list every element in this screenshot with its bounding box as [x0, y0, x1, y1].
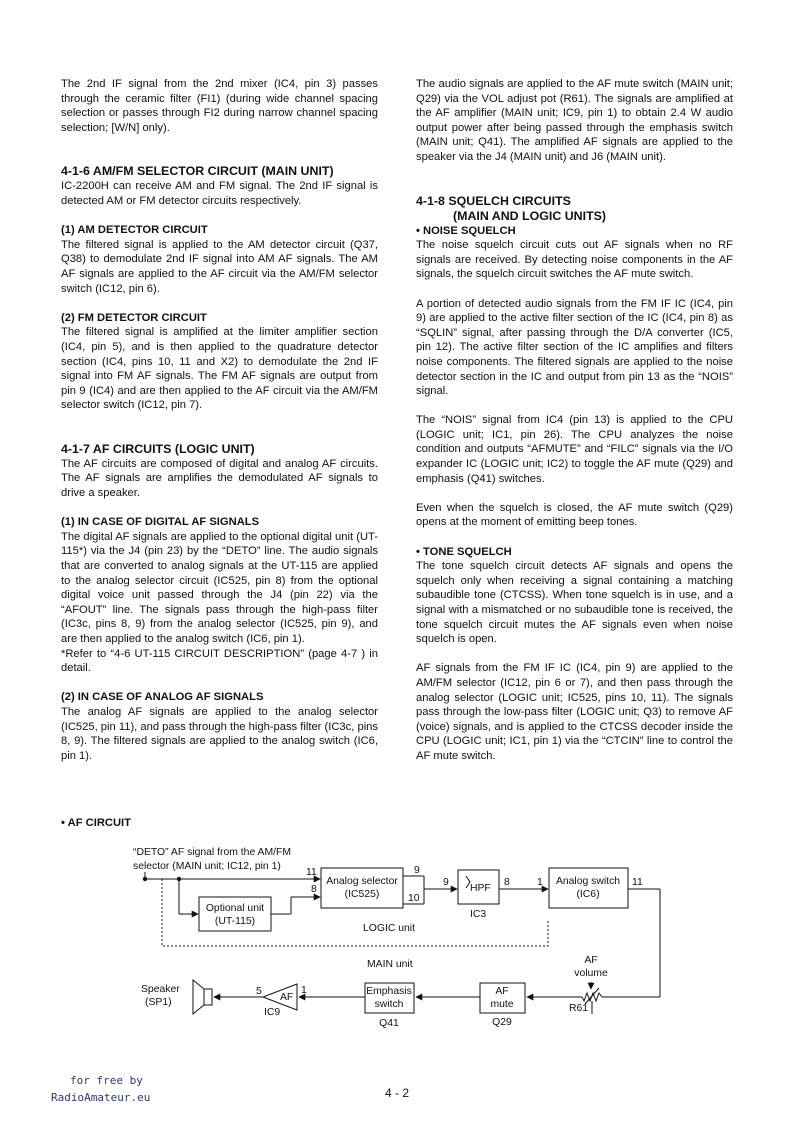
- emphasis-switch-label: switch: [374, 999, 404, 1010]
- af-mute-label: mute: [490, 999, 514, 1010]
- input-label-line1: “DETO” AF signal from the AM/FM: [133, 847, 292, 858]
- speaker-icon: [204, 989, 212, 1005]
- junction-dot: [143, 877, 147, 881]
- analog-selector-label: (IC525): [344, 889, 380, 900]
- speaker-cone-icon: [193, 980, 204, 1014]
- pin-label: 1: [301, 985, 307, 996]
- logic-unit-label: LOGIC unit: [363, 923, 415, 934]
- analog-switch-label: (IC6): [576, 889, 600, 900]
- analog-switch-block: [549, 868, 628, 908]
- pin-label: 11: [306, 867, 317, 878]
- pin-label: 10: [408, 893, 420, 904]
- pin-label: 5: [256, 986, 262, 997]
- hpf-label: HPF: [470, 883, 491, 894]
- pin-label: 8: [311, 884, 317, 895]
- af-volume-label: AF: [584, 955, 598, 966]
- subsection-heading: (1) IN CASE OF DIGITAL AF SIGNALS: [61, 516, 260, 529]
- pin-label: 8: [504, 877, 510, 888]
- paragraph: The digital AF signals are applied to the optional digital unit (UT-115*) via the J4 (pin 23) by the “DETO” line. The audio signals that are converted to analog signals at the UT-115 are applied to the analog selector circuit (IC525, pin 8) from the optional digital voice unit passed through the J4 (pin 22) via the “AFOUT” line. The signals pass through the high-pass filter (IC3c, pins 8, 9) from the analog selector (IC525, pin 9), and are then applied to the analog switch (IC6, pin 1).: [61, 530, 378, 645]
- footer-credit: for free by: [70, 1074, 143, 1087]
- paragraph: The filtered signal is applied to the AM detector circuit (Q37, Q38) to demodulate 2nd IF signal into AM AF signals. The AM AF signals are applied to the AF circuit via the AM/FM selector switch (IC12, pin 6).: [61, 238, 378, 295]
- footer-site-link[interactable]: RadioAmateur.eu: [51, 1091, 151, 1104]
- paragraph: The “NOIS” signal from IC4 (pin 13) is applied to the CPU (LOGIC unit; IC1, pin 26). The CPU analyzes the noise condition and outputs “AFMUTE” and “FILC” signals via the I/O expander IC (LOGIC unit; IC2) to toggle the AF mute (Q29) and emphasis (Q41) switches.: [416, 414, 733, 485]
- pin-label: 9: [443, 877, 449, 888]
- subsection-heading: (1) AM DETECTOR CIRCUIT: [61, 224, 208, 237]
- section-heading: 4-1-8 SQUELCH CIRCUITS: [416, 193, 571, 208]
- paragraph: Even when the squelch is closed, the AF mute switch (Q29) opens at the moment of emitting beep tones.: [416, 501, 733, 529]
- r61-resistor: [582, 993, 602, 1001]
- subsection-heading: (2) IN CASE OF ANALOG AF SIGNALS: [61, 691, 264, 704]
- page-number: 4 - 2: [385, 1086, 410, 1100]
- paragraph: The audio signals are applied to the AF mute switch (MAIN unit; Q29) via the VOL adjust pot (R61). The signals are amplified at the AF amplifier (MAIN unit; IC9, pin 1) to obtain 2.4 W audio output power after being passed through the emphasis switch (MAIN unit; Q41). The amplified AF signals are applied to the speaker via the J4 (MAIN unit) and J6 (MAIN unit).: [416, 78, 733, 163]
- optional-unit-label: Optional unit: [205, 903, 265, 914]
- footnote: *Refer to “4-6 UT-115 CIRCUIT DESCRIPTION” (page 4-7 ) in detail.: [61, 647, 378, 675]
- section-heading: 4-1-7 AF CIRCUITS (LOGIC UNIT): [61, 441, 255, 456]
- input-label-line2: selector (MAIN unit; IC12, pin 1): [133, 861, 281, 872]
- af-mute-label: AF: [495, 986, 509, 997]
- paragraph: The AF circuits are composed of digital and analog AF circuits. The AF signals are amplifies the demodulated AF signals to drive a speaker.: [61, 457, 378, 500]
- speaker-label: (SP1): [145, 997, 172, 1008]
- left-column: [61, 77, 378, 763]
- subsection-heading: (2) FM DETECTOR CIRCUIT: [61, 311, 207, 324]
- af-circuit-diagram: [0, 830, 793, 1030]
- main-unit-label: MAIN unit: [367, 959, 413, 970]
- paragraph: A portion of detected audio signals from the FM IF IC (IC4, pin 9) are applied to the active filter section of the IC (IC4, pin 8) as “SQLIN” signal, after passing through the D/A converter (IC5, pin 12). The active filter section of the IC amplifies and filters noise components. The filtered signals are applied to the noise detector section in the IC and output from pin 13 as the “NOIS” signal.: [416, 297, 733, 398]
- analog-selector-block: [321, 868, 403, 908]
- r61-label: R61: [569, 1003, 589, 1014]
- paragraph: AF signals from the FM IF IC (IC4, pin 9) are applied to the AM/FM selector (IC12, pin 6 or 7), and then pass through the analog selector (LOGIC unit; IC525, pins 10, 11). The signals pass through the low-pass filter (LOGIC unit; Q3) to remove AF (voice) signals, and is applied to the CTCSS decoder inside the CPU (LOGIC unit; IC1, pin 1) via the “CTCIN” line to control the AF mute switch.: [416, 662, 733, 762]
- subsection-heading: • NOISE SQUELCH: [416, 224, 516, 237]
- analog-switch-label: Analog switch: [555, 876, 621, 887]
- section-heading-continued: (MAIN AND LOGIC UNITS): [453, 208, 607, 223]
- emphasis-switch-label: Emphasis: [366, 986, 412, 997]
- optional-unit-label: (UT-115): [214, 916, 256, 927]
- diagram-title: • AF CIRCUIT: [61, 817, 131, 829]
- q41-label: Q41: [379, 1018, 399, 1029]
- paragraph: IC-2200H can receive AM and FM signal. The 2nd IF signal is detected AM or FM detector circuits respectively.: [61, 180, 378, 207]
- subsection-heading: • TONE SQUELCH: [416, 545, 512, 558]
- analog-selector-label: Analog selector: [326, 876, 398, 887]
- ic9-label: IC9: [264, 1007, 281, 1018]
- paragraph: The filtered signal is amplified at the limiter amplifier section (IC4, pin 5), and is then applied to the quadrature detector section (IC4, pins 10, 11 and X2) to demodulate the 2nd IF signal into FM AF signals. The FM AF signals are output from pin 9 (IC4) and are then applied to the AF circuit via the AM/FM selector switch (IC12, pin 7).: [61, 326, 378, 412]
- ic3-label: IC3: [470, 909, 487, 920]
- speaker-label: Speaker: [141, 984, 180, 995]
- pin-label: 1: [537, 877, 543, 888]
- paragraph: The 2nd IF signal from the 2nd mixer (IC4, pin 3) passes through the ceramic filter (FI1) (during wide channel spacing selection or passes through FI2 during narrow channel spacing selection; [W/N] only).: [61, 78, 378, 134]
- paragraph: The tone squelch circuit detects AF signals and opens the squelch only when receiving a signal containing a matching subaudible tone (CTCSS). When tone squelch is in use, and a signal with a mismatched or no subaudible tone is received, the tone squelch circuit mutes the AF signals even when noise squelch is open.: [416, 560, 733, 646]
- pin-label: 11: [632, 877, 643, 888]
- q29-label: Q29: [492, 1017, 512, 1028]
- section-heading: 4-1-6 AM/FM SELECTOR CIRCUIT (MAIN UNIT): [61, 164, 334, 179]
- paragraph: The noise squelch circuit cuts out AF signals when no RF signals are received. By detecting noise components in the AF signals, the squelch circuit switches the AF mute switch.: [416, 239, 733, 281]
- af-volume-label: volume: [574, 968, 608, 979]
- right-column: [416, 77, 733, 764]
- af-amplifier-label: AF: [280, 992, 294, 1003]
- pin-label: 9: [414, 865, 420, 876]
- paragraph: The analog AF signals are applied to the analog selector (IC525, pin 11), and pass through the high-pass filter (IC3c, pins 8, 9). The filtered signals are applied to the analog switch (IC6, pin 1).: [61, 705, 378, 762]
